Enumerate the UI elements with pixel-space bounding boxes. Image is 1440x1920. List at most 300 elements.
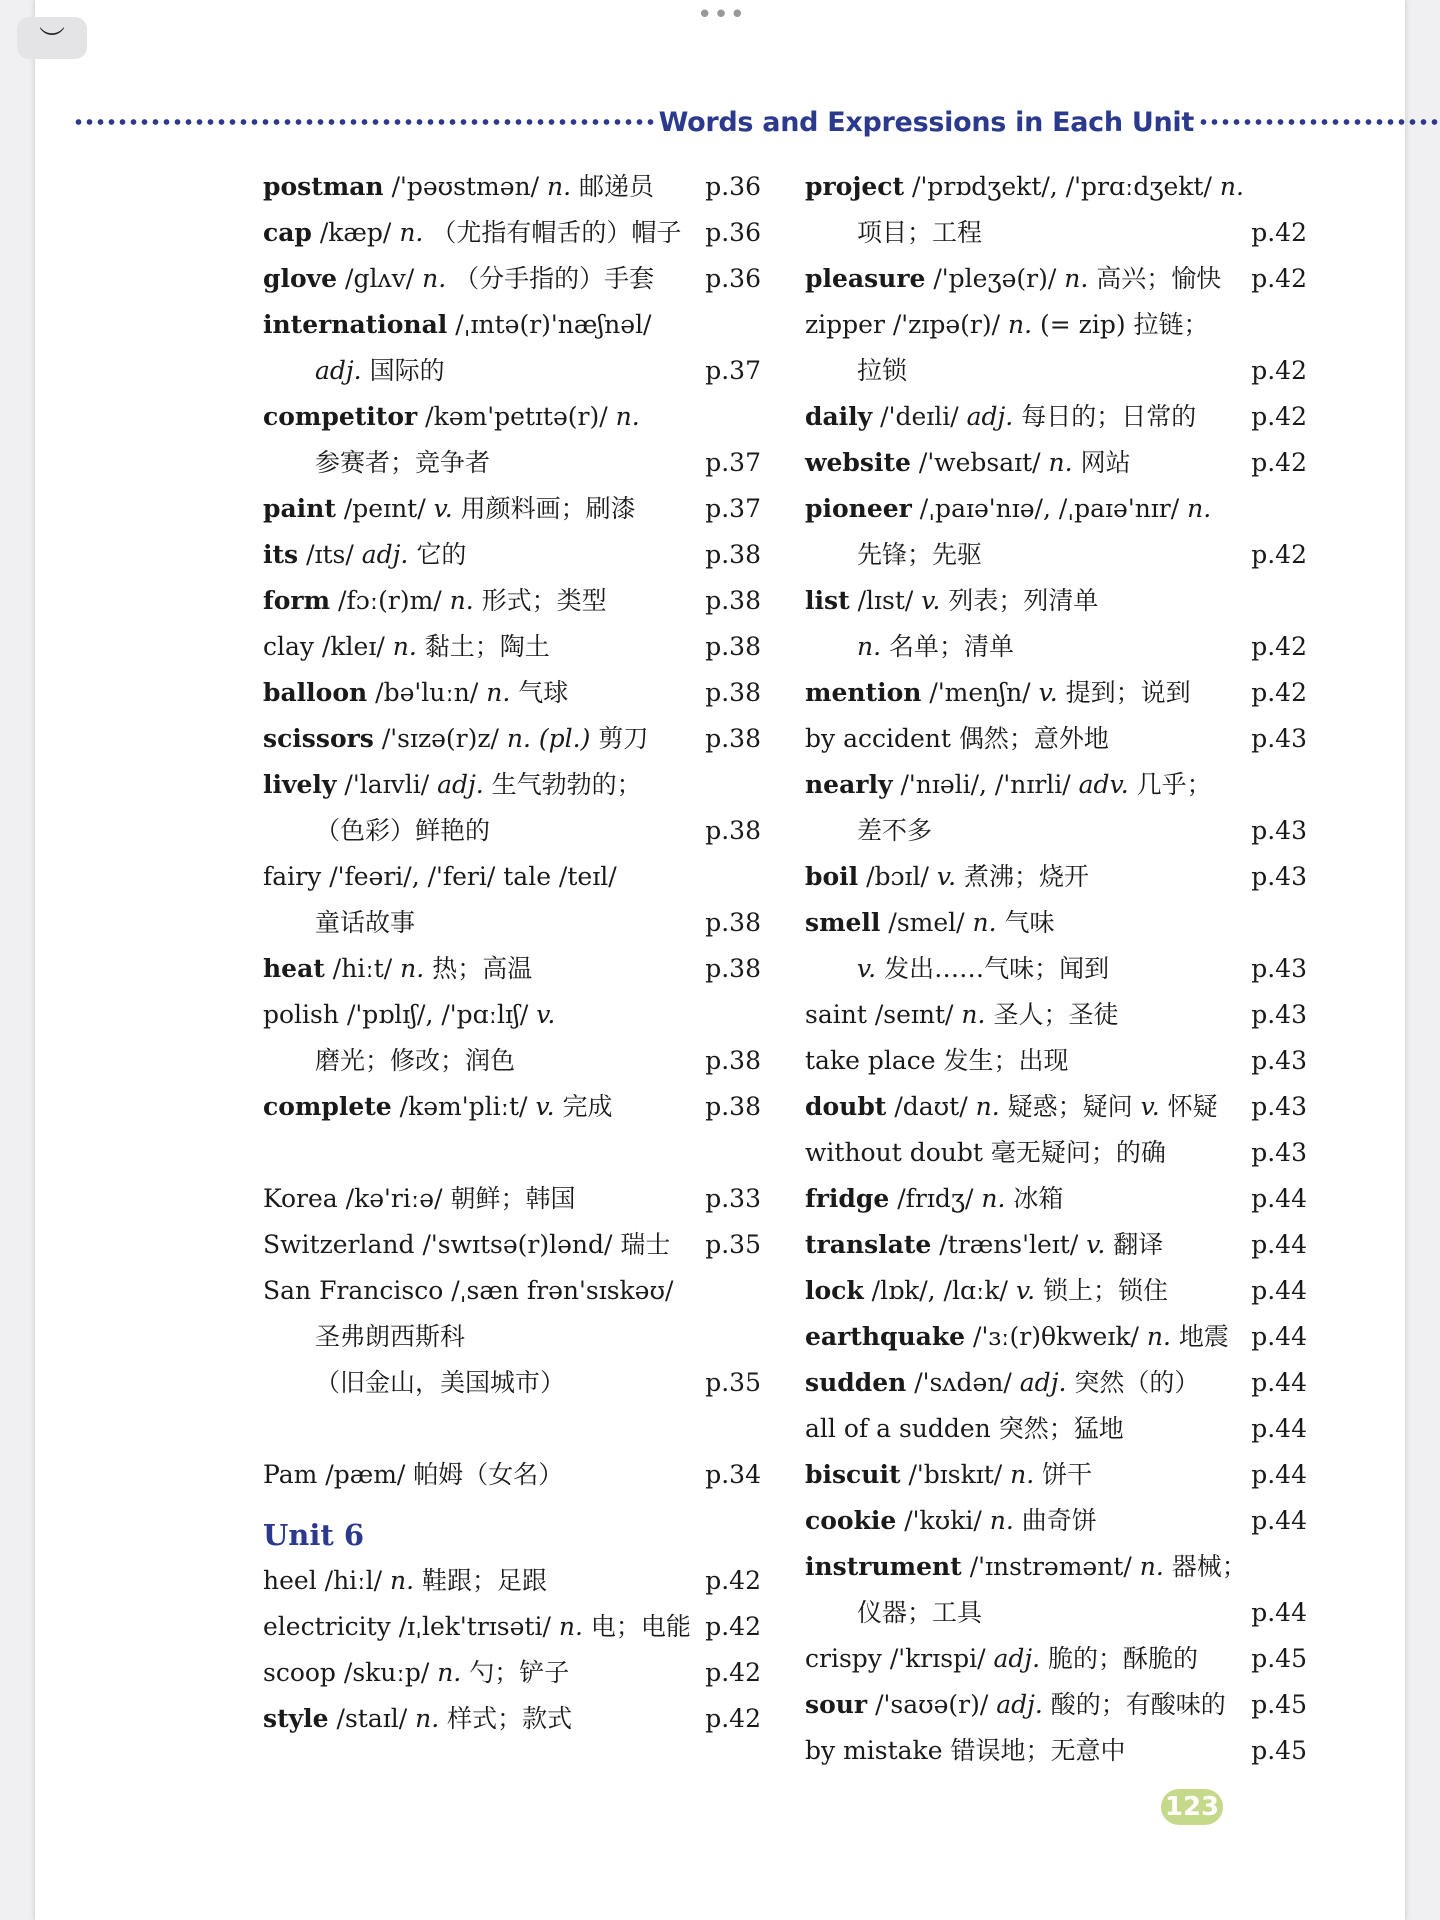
part-of-speech: v. <box>1038 678 1058 707</box>
headword: project <box>805 172 905 201</box>
meaning: 偶然；意外地 <box>958 724 1109 753</box>
page-reference: p.45 <box>1251 1736 1307 1765</box>
vocab-entry <box>805 716 1305 762</box>
part-of-speech: n. <box>449 586 474 615</box>
meaning: 冰箱 <box>1013 1184 1064 1213</box>
part-of-speech: n. <box>399 218 424 247</box>
vocab-entry <box>263 1176 773 1222</box>
headword: postman <box>263 172 384 201</box>
vocab-entry <box>805 486 1305 532</box>
entry-text <box>805 394 1196 440</box>
headword: list <box>805 586 850 615</box>
entry-text <box>263 1696 572 1742</box>
page-reference: p.38 <box>705 586 761 615</box>
vocab-entry <box>805 1360 1305 1406</box>
headword: paint <box>263 494 336 523</box>
entry-text <box>263 900 415 946</box>
unit6-word-list-continued <box>805 164 1305 1774</box>
meaning: 气球 <box>518 678 569 707</box>
meaning: 几乎； <box>1136 770 1212 799</box>
page-reference: p.38 <box>705 908 761 937</box>
entry-text <box>805 1084 1218 1130</box>
phonetic: /kə'riːə/ <box>345 1184 443 1213</box>
headword: fridge <box>805 1184 890 1213</box>
entry-text <box>263 440 490 486</box>
headword: crispy <box>805 1644 882 1673</box>
entry-text <box>263 1650 569 1696</box>
meaning: 突然（的） <box>1074 1368 1200 1397</box>
entry-text <box>805 532 982 578</box>
vocab-entry <box>805 1498 1305 1544</box>
page-number-badge: 123 <box>1161 1789 1223 1825</box>
entry-text <box>263 624 550 670</box>
meaning: 朝鲜；韩国 <box>450 1184 576 1213</box>
vocab-entry <box>263 992 773 1038</box>
vocab-entry <box>805 1084 1305 1130</box>
part-of-speech: adj. <box>1019 1368 1067 1397</box>
vocab-entry <box>805 256 1305 302</box>
part-of-speech: n. <box>615 402 640 431</box>
page-reference: p.38 <box>705 1046 761 1075</box>
entry-text <box>805 302 1209 348</box>
meaning: 用颜料画；刷漆 <box>460 494 636 523</box>
meaning: 酸的；有酸味的 <box>1050 1690 1226 1719</box>
meaning: 提到；说到 <box>1065 678 1191 707</box>
vocab-entry <box>805 1636 1305 1682</box>
page-reference: p.42 <box>1251 264 1307 293</box>
phonetic: /'saʊə(r)/ <box>875 1690 989 1719</box>
entry-text <box>805 440 1131 486</box>
entry-text <box>805 256 1221 302</box>
entry-continuation <box>805 808 1305 854</box>
headword: its <box>263 540 299 569</box>
part-of-speech: n. <box>415 1704 440 1733</box>
entry-text <box>263 762 642 808</box>
entry-text <box>805 624 1014 670</box>
entry-text <box>263 164 654 210</box>
entry-text <box>805 854 1089 900</box>
meaning: （旧金山，美国城市） <box>315 1368 566 1397</box>
entry-text <box>263 1084 613 1130</box>
entry-continuation <box>805 532 1305 578</box>
headword: boil <box>805 862 859 891</box>
page-reference: p.45 <box>1251 1690 1307 1719</box>
meaning: 高兴；愉快 <box>1096 264 1222 293</box>
headword: lock <box>805 1276 864 1305</box>
part-of-speech: v. <box>1086 1230 1106 1259</box>
headword: Switzerland <box>263 1230 415 1259</box>
part-of-speech: n. <box>989 1506 1014 1535</box>
meaning: 形式；类型 <box>481 586 607 615</box>
entry-continuation <box>263 1360 773 1406</box>
entry-text <box>263 532 466 578</box>
headword: scoop <box>263 1658 336 1687</box>
meaning: 翻译 <box>1113 1230 1164 1259</box>
phonetic: /'feəri/, /'feri/ tale /teɪl/ <box>329 862 617 891</box>
meaning: 国际的 <box>369 356 445 385</box>
part-of-speech: n. <box>972 908 997 937</box>
entry-text <box>805 1314 1229 1360</box>
page-reference: p.42 <box>705 1658 761 1687</box>
entry-text <box>805 1452 1092 1498</box>
more-options-button[interactable] <box>697 0 747 30</box>
entry-continuation <box>805 624 1305 670</box>
meaning: 帕姆（女名） <box>413 1460 564 1489</box>
entry-continuation <box>805 1590 1305 1636</box>
phonetic: /'sɪzə(r)z/ <box>381 724 499 753</box>
page-reference: p.44 <box>1251 1276 1307 1305</box>
phonetic: /'prɒdʒekt/, /'prɑːdʒekt/ <box>912 172 1212 201</box>
vocab-entry <box>805 440 1305 486</box>
vocab-entry <box>263 1558 773 1604</box>
entry-text <box>263 256 654 302</box>
headword: heel <box>263 1566 317 1595</box>
vocab-entry <box>805 900 1305 946</box>
part-of-speech: n. <box>1007 310 1033 339</box>
page-reference: p.44 <box>1251 1322 1307 1351</box>
page-reference: p.42 <box>1251 540 1307 569</box>
meaning: 邮递员 <box>579 172 655 201</box>
phonetic: /skuːp/ <box>343 1658 430 1687</box>
page-reference: p.43 <box>1251 1092 1307 1121</box>
headword: Korea <box>263 1184 338 1213</box>
headword: earthquake <box>805 1322 966 1351</box>
entry-text <box>805 486 1211 532</box>
part-of-speech: n. <box>558 1612 583 1641</box>
entry-text <box>263 1222 670 1268</box>
phonetic: /'pɒlɪʃ/, /'pɑːlɪʃ/ <box>346 1000 529 1029</box>
phonetic: /'pleʒə(r)/ <box>933 264 1057 293</box>
part-of-speech: n. <box>392 632 417 661</box>
headword: glove <box>263 264 338 293</box>
meaning: 脆的；酥脆的 <box>1048 1644 1199 1673</box>
vocab-entry <box>263 210 773 256</box>
page-reference: p.42 <box>1251 402 1307 431</box>
part-of-speech: n. <box>1219 172 1244 201</box>
part-of-speech: n. <box>1146 1322 1171 1351</box>
entry-text <box>263 946 532 992</box>
section-header <box>73 104 1440 140</box>
entry-text <box>263 348 445 394</box>
page-reference: p.44 <box>1251 1460 1307 1489</box>
phonetic: /ɪˌlek'trɪsəti/ <box>398 1612 551 1641</box>
entry-text <box>263 1268 673 1314</box>
phonetic: /'deɪli/ <box>880 402 959 431</box>
entry-text <box>263 1452 563 1498</box>
phonetic: /'ɜː(r)θkweɪk/ <box>973 1322 1139 1351</box>
page-reference: p.42 <box>705 1612 761 1641</box>
meaning: 参赛者；竞争者 <box>315 448 491 477</box>
entry-text <box>263 578 607 624</box>
meaning: 器械； <box>1171 1552 1247 1581</box>
meaning: （分手指的）手套 <box>454 264 655 293</box>
page-reference: p.44 <box>1251 1414 1307 1443</box>
headword: scissors <box>263 724 374 753</box>
entry-text <box>805 670 1191 716</box>
meaning: 生气勃勃的； <box>491 770 642 799</box>
headword: website <box>805 448 911 477</box>
vocab-entry <box>263 578 773 624</box>
page-reference: p.45 <box>1251 1644 1307 1673</box>
page-reference: p.42 <box>1251 632 1307 661</box>
part-of-speech: v. <box>921 586 941 615</box>
entry-text <box>805 1038 1069 1084</box>
vocab-entry <box>263 532 773 578</box>
vocab-entry <box>263 854 773 900</box>
part-of-speech: v. <box>1140 1092 1160 1121</box>
vocab-entry <box>263 1452 773 1498</box>
entry-text <box>263 670 568 716</box>
part-of-speech: v. <box>936 862 957 891</box>
meaning: 项目；工程 <box>857 218 983 247</box>
entry-text <box>805 1590 982 1636</box>
vocab-entry <box>805 854 1305 900</box>
phonetic: /'menʃn/ <box>929 678 1031 707</box>
phonetic: /kəm'petɪtə(r)/ <box>425 402 608 431</box>
headword: take place <box>805 1046 936 1075</box>
page-reference: p.42 <box>1251 448 1307 477</box>
meaning: 发出……气味；闻到 <box>884 954 1110 983</box>
entry-text <box>805 992 1118 1038</box>
part-of-speech: n. (pl.) <box>506 724 591 753</box>
part-of-speech: adj. <box>993 1644 1041 1673</box>
part-of-speech: n. <box>981 1184 1006 1213</box>
entry-text <box>805 348 907 394</box>
headword: cookie <box>805 1506 897 1535</box>
vocab-entry <box>805 1544 1305 1590</box>
meaning: 鞋跟；足跟 <box>421 1566 547 1595</box>
page-reference: p.43 <box>1251 1046 1307 1075</box>
phonetic: /lɒk/, /lɑːk/ <box>871 1276 1008 1305</box>
meaning: 样式；款式 <box>447 1704 573 1733</box>
vocab-entry <box>805 670 1305 716</box>
meaning: 磨光；修改；润色 <box>315 1046 516 1075</box>
headword: all of a sudden <box>805 1414 991 1443</box>
unit6-word-list <box>263 1558 773 1742</box>
phonetic: /glʌv/ <box>345 264 415 293</box>
meaning: 拉锁 <box>857 356 908 385</box>
meaning: 毫无疑问；的确 <box>990 1138 1166 1167</box>
page-reference: p.38 <box>705 540 761 569</box>
vocab-entry <box>263 946 773 992</box>
entry-text <box>263 992 555 1038</box>
headword: pleasure <box>805 264 926 293</box>
meaning: 地震 <box>1178 1322 1229 1351</box>
headword: balloon <box>263 678 368 707</box>
phonetic: /pæm/ <box>325 1460 406 1489</box>
vocab-entry <box>263 1222 773 1268</box>
part-of-speech: v. <box>1015 1276 1036 1305</box>
page-reference: p.38 <box>705 678 761 707</box>
entry-continuation <box>805 946 1305 992</box>
vocab-entry <box>263 762 773 808</box>
meaning: 电；电能 <box>590 1612 691 1641</box>
vocab-entry <box>263 1604 773 1650</box>
vocab-entry <box>263 1696 773 1742</box>
entry-continuation <box>805 348 1305 394</box>
page-reference: p.36 <box>705 172 761 201</box>
page-reference: p.43 <box>1251 1000 1307 1029</box>
headword: fairy <box>263 862 322 891</box>
meaning: 仪器；工具 <box>857 1598 983 1627</box>
part-of-speech: v. <box>433 494 453 523</box>
entry-text <box>805 900 1055 946</box>
entry-text <box>263 486 636 532</box>
vocab-entry <box>805 1268 1305 1314</box>
entry-text <box>805 762 1212 808</box>
page-reference: p.42 <box>1251 218 1307 247</box>
headword: smell <box>805 908 881 937</box>
part-of-speech: n. <box>1064 264 1089 293</box>
left-column <box>263 164 773 1742</box>
entry-text <box>805 164 1244 210</box>
vocab-entry <box>805 1728 1305 1774</box>
meaning: 黏土；陶土 <box>424 632 550 661</box>
chevron-down-icon: ︶ <box>38 25 65 56</box>
page-reference: p.44 <box>1251 1184 1307 1213</box>
entry-text <box>263 210 681 256</box>
page-reference: p.43 <box>1251 1138 1307 1167</box>
entry-continuation <box>263 1314 773 1360</box>
meaning: 列表；列清单 <box>948 586 1099 615</box>
headword: clay <box>263 632 315 661</box>
page-reference: p.44 <box>1251 1506 1307 1535</box>
page-reference: p.42 <box>1251 678 1307 707</box>
vocab-entry <box>263 394 773 440</box>
phonetic: /ɪts/ <box>306 540 354 569</box>
vocab-entry <box>805 762 1305 808</box>
phonetic: /seɪnt/ <box>874 1000 954 1029</box>
entry-text <box>805 1682 1226 1728</box>
vocab-entry <box>805 302 1305 348</box>
entry-text <box>805 1498 1097 1544</box>
phonetic: /ˌpaɪə'nɪə/, /ˌpaɪə'nɪr/ <box>919 494 1180 523</box>
headword: biscuit <box>805 1460 901 1489</box>
part-of-speech: n. <box>1187 494 1212 523</box>
right-column <box>805 164 1305 1774</box>
page-reference: p.37 <box>705 448 761 477</box>
meaning: 剪刀 <box>598 724 649 753</box>
page-reference: p.36 <box>705 264 761 293</box>
unit5-word-list <box>263 164 773 1130</box>
headword: form <box>263 586 331 615</box>
part-of-speech: v. <box>536 1000 556 1029</box>
phonetic: /'bɪskɪt/ <box>908 1460 1003 1489</box>
phonetic: /hiːl/ <box>324 1566 383 1595</box>
vocab-entry <box>263 486 773 532</box>
part-of-speech: adj. <box>996 1690 1043 1719</box>
page-reference: p.38 <box>705 632 761 661</box>
vocab-entry <box>805 1222 1305 1268</box>
entry-continuation <box>263 808 773 854</box>
vocab-entry <box>805 1682 1305 1728</box>
meaning: 先锋；先驱 <box>857 540 983 569</box>
phonetic: /'sʌdən/ <box>914 1368 1012 1397</box>
vocab-entry <box>263 164 773 210</box>
page-reference: p.34 <box>705 1460 761 1489</box>
meaning: 错误地；无意中 <box>950 1736 1126 1765</box>
page-reference: p.38 <box>705 954 761 983</box>
part-of-speech: adj. <box>437 770 484 799</box>
unit-heading: Unit 6 <box>263 1518 365 1552</box>
page-title: Words and Expressions in Each Unit <box>658 106 1194 138</box>
entry-text <box>805 716 1109 762</box>
phonetic: /'swɪtsə(r)lənd/ <box>422 1230 613 1259</box>
phonetic: /lɪst/ <box>857 586 914 615</box>
part-of-speech: n. <box>422 264 447 293</box>
vocab-entry <box>263 624 773 670</box>
entry-text <box>805 1406 1124 1452</box>
page-reference: p.33 <box>705 1184 761 1213</box>
vocab-entry <box>263 1268 773 1314</box>
entry-text <box>805 1360 1199 1406</box>
vocab-entry <box>263 302 773 348</box>
headword: Pam <box>263 1460 318 1489</box>
phonetic: /ˌɪntə(r)'næʃnəl/ <box>455 310 652 339</box>
part-of-speech: v. <box>857 954 877 983</box>
phonetic: /staɪl/ <box>336 1704 408 1733</box>
phonetic: /'websaɪt/ <box>918 448 1041 477</box>
part-of-speech: n. <box>1010 1460 1035 1489</box>
page-reference: p.42 <box>1251 356 1307 385</box>
vocab-entry <box>805 394 1305 440</box>
part-of-speech: adv. <box>1078 770 1129 799</box>
phonetic: /hiːt/ <box>332 954 393 983</box>
page-reference: p.43 <box>1251 724 1307 753</box>
meaning: 差不多 <box>857 816 933 845</box>
meaning: 网站 <box>1080 448 1131 477</box>
phonetic: /frɪdʒ/ <box>897 1184 974 1213</box>
entry-text <box>263 716 648 762</box>
headword: competitor <box>263 402 418 431</box>
headword: heat <box>263 954 325 983</box>
entry-continuation <box>263 348 773 394</box>
headword: doubt <box>805 1092 887 1121</box>
headword: international <box>263 310 448 339</box>
vocab-entry <box>805 1406 1305 1452</box>
meaning: 煮沸；烧开 <box>963 862 1089 891</box>
back-button[interactable] <box>17 17 87 59</box>
vocab-entry <box>805 1176 1305 1222</box>
headword: style <box>263 1704 329 1733</box>
entry-continuation <box>805 210 1305 256</box>
vocab-entry <box>805 1038 1305 1084</box>
meaning: 圣人；圣徒 <box>993 1000 1119 1029</box>
phonetic: /'krɪspi/ <box>889 1644 986 1673</box>
vocab-entry <box>263 256 773 302</box>
vocab-entry <box>805 1452 1305 1498</box>
part-of-speech: v. <box>535 1092 555 1121</box>
entry-text <box>805 210 982 256</box>
phonetic: /kæp/ <box>319 218 392 247</box>
phonetic: /fɔː(r)m/ <box>338 586 442 615</box>
phonetic: /kəm'pliːt/ <box>399 1092 528 1121</box>
headword: zipper <box>805 310 885 339</box>
page-reference: p.43 <box>1251 954 1307 983</box>
meaning: 热；高温 <box>432 954 533 983</box>
vocab-entry <box>805 164 1305 210</box>
part-of-speech: n. <box>1139 1552 1164 1581</box>
entry-text <box>805 946 1109 992</box>
headword: electricity <box>263 1612 391 1641</box>
part-of-speech: n. <box>857 632 882 661</box>
entry-text <box>805 1636 1198 1682</box>
headword: daily <box>805 402 873 431</box>
entry-text <box>263 854 617 900</box>
phonetic: /'ɪnstrəmənt/ <box>969 1552 1132 1581</box>
part-of-speech: adj. <box>966 402 1014 431</box>
entry-text <box>263 1558 547 1604</box>
